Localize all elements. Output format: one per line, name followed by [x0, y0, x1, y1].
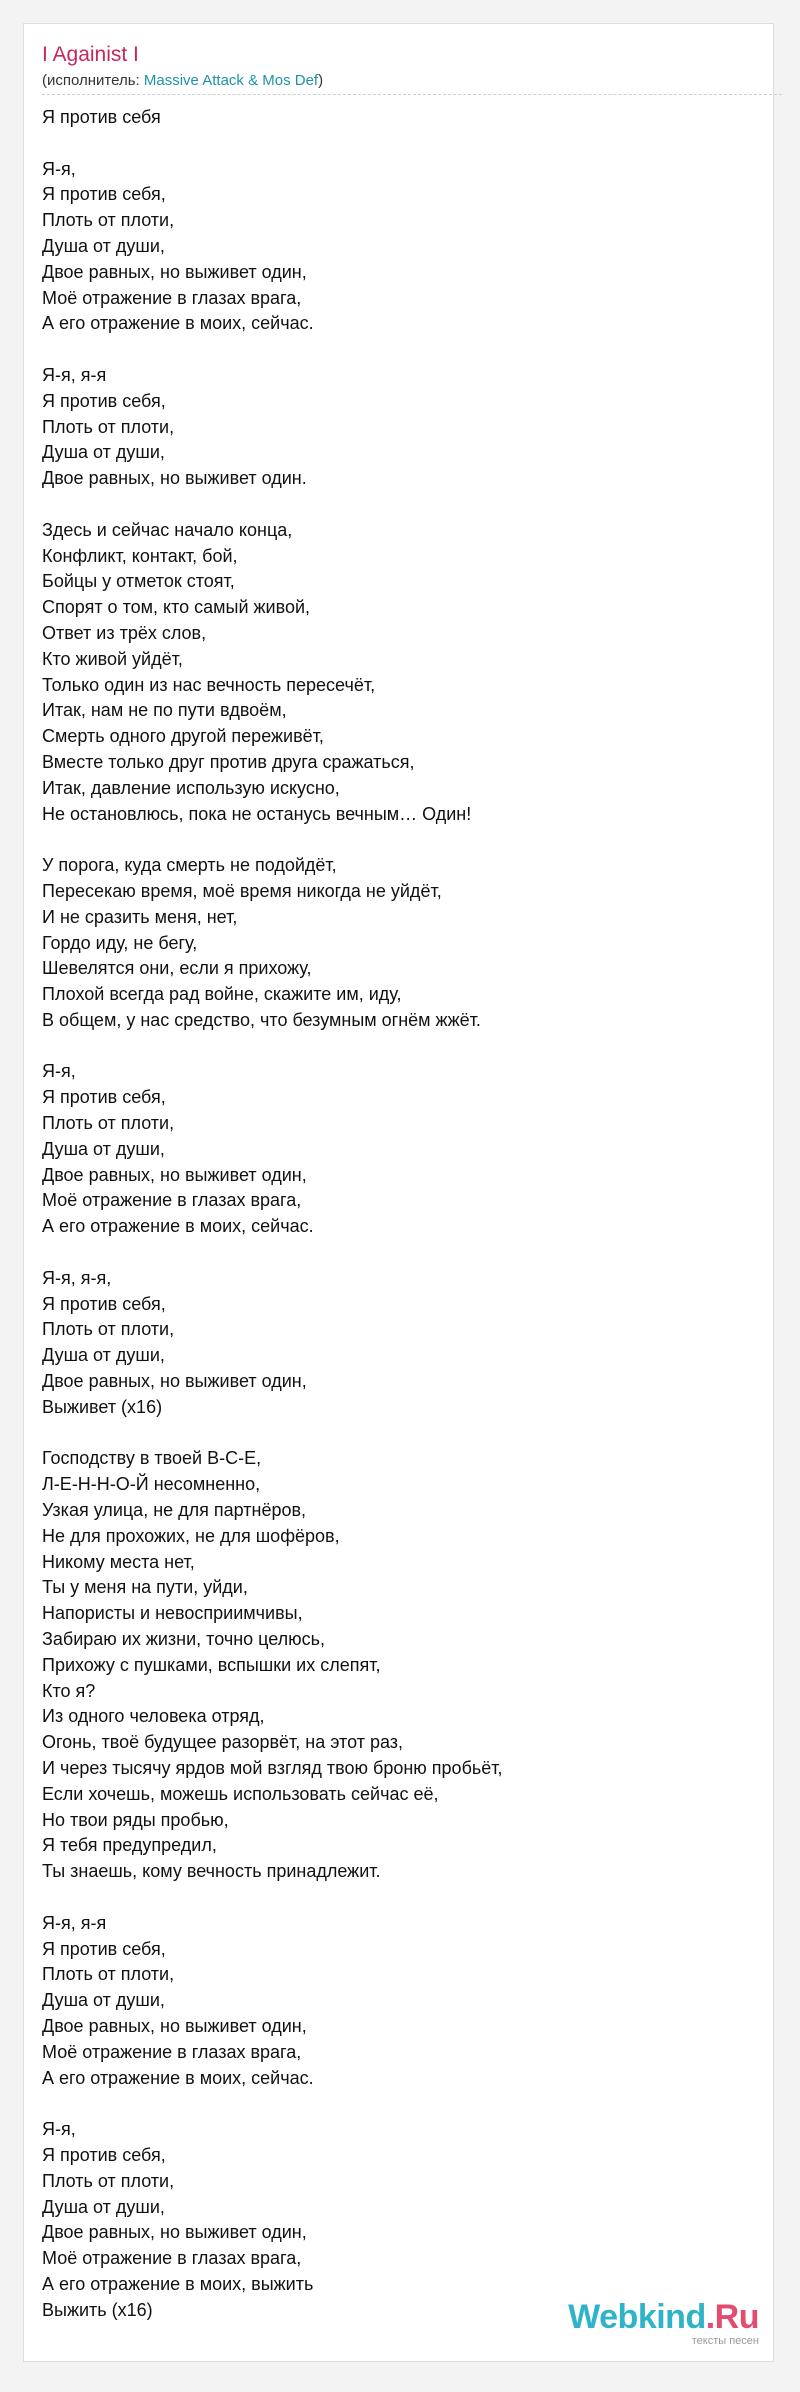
lyric-line: Плоть от плоти,	[42, 1113, 175, 1134]
lyric-line: Я-я, я-я,	[42, 1267, 112, 1288]
lyric-line	[42, 492, 762, 518]
lyric-line: Смерть одного другой переживёт,	[42, 726, 324, 747]
lyric-line: Итак, нам не по пути вдвоём,	[42, 700, 287, 721]
lyric-line: Моё отражение в глазах врага,	[42, 2248, 302, 2269]
lyric-line	[42, 827, 762, 853]
lyric-line	[42, 337, 762, 363]
lyric-line: Моё отражение в глазах врага,	[42, 2041, 302, 2062]
lyric-line: Вместе только друг против друга сражаться,	[42, 751, 415, 772]
lyric-line: Двое равных, но выживет один.	[42, 468, 307, 489]
lyric-line: Не остановлюсь, пока не останусь вечным… Один!	[42, 803, 472, 824]
logo-wordmark	[568, 2300, 759, 2334]
lyric-line	[42, 1034, 762, 1060]
lyric-line: Двое равных, но выживет один,	[42, 2222, 307, 2243]
lyric-line: Ответ из трёх слов,	[42, 622, 207, 643]
lyric-line: Итак, давление использую искусно,	[42, 777, 340, 798]
lyric-line: А его отражение в моих, сейчас.	[42, 1216, 314, 1237]
logo-suffix: .Ru	[705, 2298, 759, 2336]
lyric-line: Выживет (x16)	[42, 1396, 163, 1417]
lyric-line: Кто я?	[42, 1680, 96, 1701]
lyric-line: Душа от души,	[42, 235, 165, 256]
lyric-line: Плоть от плоти,	[42, 210, 175, 231]
lyric-line: Двое равных, но выживет один,	[42, 261, 307, 282]
lyric-line: Забираю их жизни, точно целюсь,	[42, 1629, 326, 1650]
song-title: I Againist I	[42, 43, 139, 66]
lyric-line: Никому места нет,	[42, 1551, 195, 1572]
lyric-line: Я против себя,	[42, 1938, 166, 1959]
lyric-line: Душа от души,	[42, 2196, 165, 2217]
performer-suffix: )	[318, 72, 324, 89]
lyric-line: Я против себя,	[42, 1293, 166, 1314]
lyric-line: Душа от души,	[42, 1345, 165, 1366]
divider	[42, 94, 782, 95]
lyric-line: Из одного человека отряд,	[42, 1706, 265, 1727]
lyric-line: Плоть от плоти,	[42, 1964, 175, 1985]
lyric-line: Только один из нас вечность пересечёт,	[42, 674, 376, 695]
lyric-line: Узкая улица, не для партнёров,	[42, 1500, 307, 1521]
lyric-line: Я-я,	[42, 1061, 76, 1082]
lyric-line: Огонь, твоё будущее разорвёт, на этот раз,	[42, 1732, 404, 1753]
lyric-line: И через тысячу ярдов мой взгляд твою броню пробьёт,	[42, 1758, 503, 1778]
lyric-line: Я против себя,	[42, 2144, 166, 2165]
lyric-line: Напористы и невосприимчивы,	[42, 1603, 303, 1624]
performer-link[interactable]: Massive Attack & Mos Def	[143, 72, 319, 89]
performer-line	[42, 71, 323, 91]
lyric-line: Я против себя	[42, 107, 161, 127]
lyric-line: Плоть от плоти,	[42, 1319, 175, 1340]
lyric-line	[42, 2091, 762, 2117]
lyric-line: Я против себя,	[42, 1087, 166, 1108]
logo-tagline: тексты песен	[691, 2335, 759, 2347]
lyric-line: Двое равных, но выживет один,	[42, 1164, 307, 1185]
lyric-line	[42, 131, 762, 157]
lyric-line: Гордо иду, не бегу,	[42, 932, 198, 953]
lyric-line: Я против себя,	[42, 184, 166, 205]
lyric-line: Пересекаю время, моё время никогда не уйдёт,	[42, 880, 442, 901]
lyric-line: Моё отражение в глазах врага,	[42, 287, 302, 308]
lyric-line: Моё отражение в глазах врага,	[42, 1190, 302, 1211]
lyric-line: Я против себя,	[42, 390, 166, 411]
lyric-line: Здесь и сейчас начало конца,	[42, 519, 293, 540]
lyric-line: Плохой всегда рад войне, скажите им, иду,	[42, 984, 402, 1005]
lyric-line: Душа от души,	[42, 1138, 165, 1159]
lyric-line: Плоть от плоти,	[42, 416, 175, 437]
lyric-line: Ты у меня на пути, уйди,	[42, 1577, 248, 1598]
lyric-line	[42, 1421, 762, 1447]
lyric-line: Бойцы у отметок стоят,	[42, 571, 235, 592]
lyric-line: Я-я, я-я	[42, 364, 107, 385]
lyric-line: Я-я, я-я	[42, 1912, 107, 1933]
lyric-line: А его отражение в моих, сейчас.	[42, 313, 314, 334]
lyric-line: Выжить (x16)	[42, 2299, 153, 2320]
lyric-line	[42, 1240, 762, 1266]
lyric-line: Я тебя предупредил,	[42, 1835, 217, 1856]
lyric-line	[42, 1885, 762, 1911]
lyric-line: Я-я,	[42, 2119, 76, 2140]
lyric-line: В общем, у нас средство, что безумным огнём жжёт.	[42, 1009, 481, 1030]
lyrics-text	[42, 105, 762, 2324]
lyric-line: Душа от души,	[42, 1990, 165, 2011]
lyric-line: Шевелятся они, если я прихожу,	[42, 958, 312, 979]
performer-prefix: (исполнитель:	[42, 72, 144, 89]
lyric-line: Спорят о том, кто самый живой,	[42, 597, 311, 618]
lyric-line: Я-я,	[42, 158, 76, 179]
lyric-line: Господству в твоей В-С-Е,	[42, 1448, 262, 1469]
lyric-line: Плоть от плоти,	[42, 2170, 175, 2191]
lyric-line: Двое равных, но выживет один,	[42, 1371, 307, 1392]
lyric-line: А его отражение в моих, сейчас.	[42, 2067, 314, 2088]
logo-main-text: Webkind	[568, 2298, 706, 2336]
site-logo[interactable]	[568, 2300, 759, 2347]
lyric-line: Прихожу с пушками, вспышки их слепят,	[42, 1654, 381, 1675]
lyric-line: А его отражение в моих, выжить	[42, 2273, 314, 2294]
lyric-line: Не для прохожих, не для шофёров,	[42, 1525, 340, 1546]
lyric-line: Конфликт, контакт, бой,	[42, 545, 238, 566]
lyrics-card	[23, 23, 774, 2362]
lyric-line: У порога, куда смерть не подойдёт,	[42, 855, 337, 876]
lyric-line: Кто живой уйдёт,	[42, 648, 183, 669]
lyric-line: Но твои ряды пробью,	[42, 1809, 229, 1830]
lyric-line: Л-Е-Н-Н-О-Й несомненно,	[42, 1474, 261, 1495]
lyric-line: Двое равных, но выживет один,	[42, 2015, 307, 2036]
lyric-line: Если хочешь, можешь использовать сейчас её,	[42, 1783, 439, 1804]
lyric-line: Ты знаешь, кому вечность принадлежит.	[42, 1861, 381, 1882]
lyric-line: И не сразить меня, нет,	[42, 906, 238, 927]
lyric-line: Душа от души,	[42, 442, 165, 463]
